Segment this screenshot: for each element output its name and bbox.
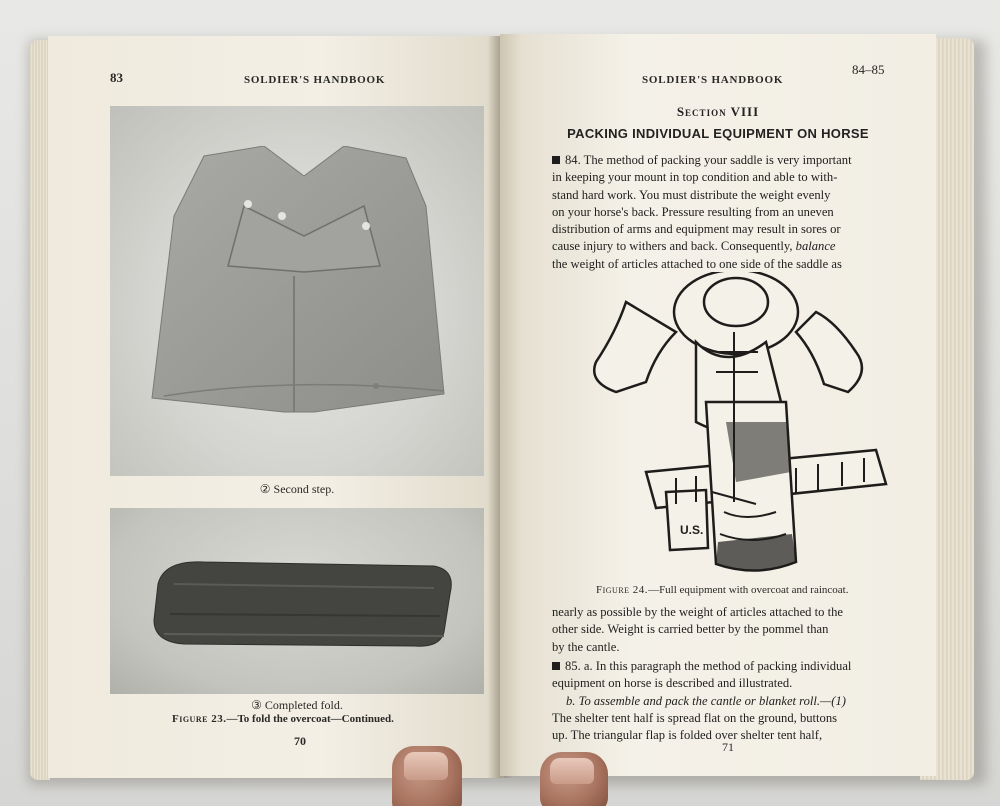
figure-23-text: —To fold the overcoat—Continued. xyxy=(226,713,394,725)
overcoat-photo-second-step xyxy=(110,106,484,476)
equipment-on-saddle-illustration xyxy=(586,272,926,582)
right-page xyxy=(500,34,936,776)
para85-line: The shelter tent half is spread flat on the ground, buttons xyxy=(552,710,838,725)
left-footer-number: 70 xyxy=(294,734,306,748)
paragraph-84-continued xyxy=(552,604,912,656)
overcoat-image xyxy=(144,146,460,416)
left-thumbnail xyxy=(404,752,448,780)
section-bullet xyxy=(552,156,560,164)
paragraph-85 xyxy=(552,658,912,744)
para85-line: equipment on horse is described and illustrated. xyxy=(552,676,793,691)
photo1-caption: ② Second step. xyxy=(259,482,335,496)
para-cont-line: by the cantle. xyxy=(552,639,620,654)
figure-24-text: —Full equipment with overcoat and raincoat. xyxy=(648,584,849,596)
figure-23-label: Figure 23. xyxy=(172,713,227,725)
para84-line: distribution of arms and equipment may result in sores or xyxy=(552,222,841,237)
para85-line: up. The triangular flap is folded over shelter tent half, xyxy=(552,728,823,743)
photo2-caption: ③ Completed fold. xyxy=(251,698,343,712)
left-running-head: SOLDIER'S HANDBOOK xyxy=(244,74,386,86)
italic-balance: balance xyxy=(795,239,836,254)
left-page xyxy=(48,36,504,778)
para84-line: on your horse's back. Pressure resulting from an uneven xyxy=(552,204,834,219)
para84-line: in keeping your mount in top condition and able to with- xyxy=(552,170,838,185)
right-thumbnail xyxy=(550,758,594,784)
para84-line: cause injury to withers and back. Consequently, balance xyxy=(552,239,836,254)
section-label: Section VIII xyxy=(676,104,760,119)
figure-24-label: Figure 24. xyxy=(596,584,649,596)
right-footer-number: 71 xyxy=(722,740,734,754)
section-bullet xyxy=(552,662,560,670)
left-page-number: 83 xyxy=(110,70,123,85)
figure-24-caption xyxy=(596,584,848,596)
para84-line: the weight of articles attached to one side of the saddle as xyxy=(552,256,842,271)
para84-line: stand hard work. You must distribute the weight evenly xyxy=(552,187,831,202)
para-cont-line: nearly as possible by the weight of articles attached to the xyxy=(552,605,843,619)
section-title: PACKING INDIVIDUAL EQUIPMENT ON HORSE xyxy=(567,126,869,141)
page-edges-left xyxy=(30,40,50,780)
right-page-number: 84–85 xyxy=(852,62,885,77)
para85-line: 85. a. In this paragraph the method of packing individual xyxy=(552,658,912,675)
figure-23-caption xyxy=(172,713,394,725)
para84-line: 84. The method of packing your saddle is very important xyxy=(552,152,912,169)
overcoat-photo-completed-fold xyxy=(110,508,484,694)
left-thumb xyxy=(392,746,462,806)
para85-line: b. To assemble and pack the cantle or blanket roll.—(1) xyxy=(566,693,846,708)
paragraph-84 xyxy=(552,152,912,273)
right-thumb xyxy=(540,752,608,806)
folded-overcoat-image xyxy=(144,554,460,650)
us-mark: U.S. xyxy=(680,523,704,537)
right-running-head: SOLDIER'S HANDBOOK xyxy=(642,74,784,86)
para-cont-line: other side. Weight is carried better by the pommel than xyxy=(552,622,829,637)
